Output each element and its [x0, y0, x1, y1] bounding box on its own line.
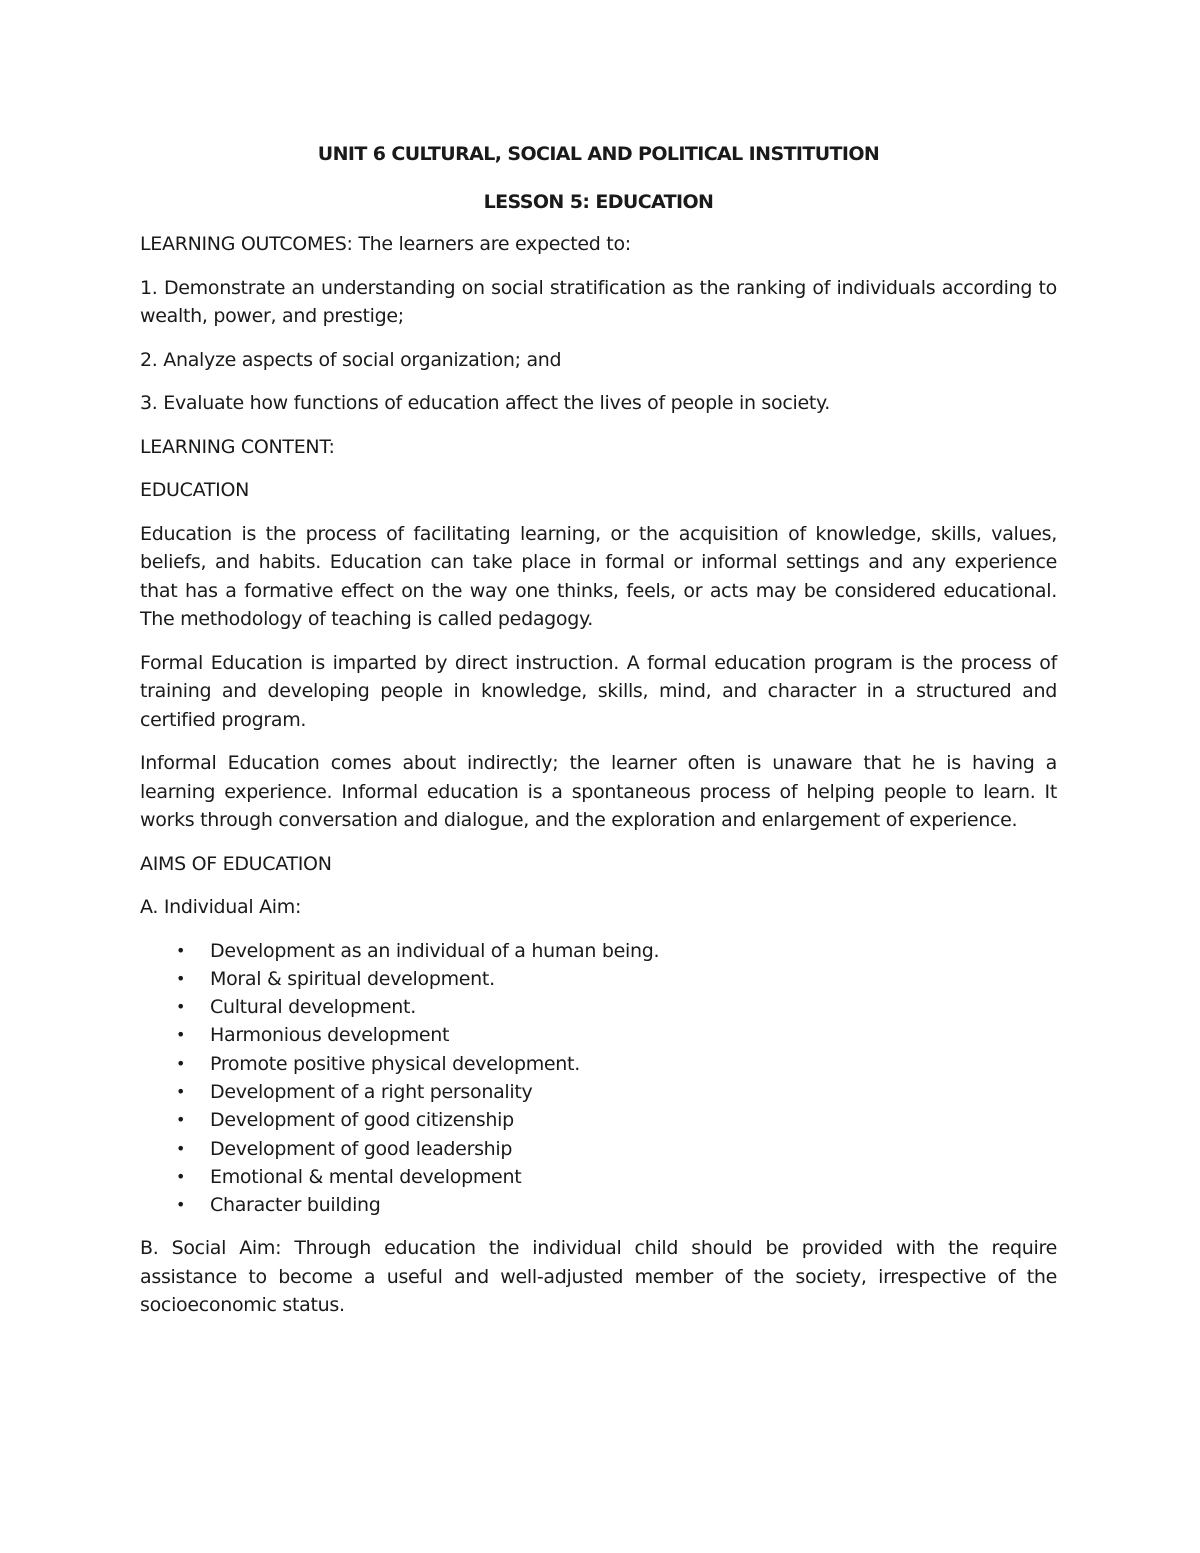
outcome-item: 3. Evaluate how functions of education affect the lives of people in society. [140, 392, 830, 414]
bullet-icon: • [176, 1195, 186, 1215]
list-item-text: Development of good leadership [210, 1137, 513, 1160]
list-item [140, 965, 1057, 993]
list-item [140, 1050, 1057, 1078]
document-page [140, 140, 1057, 1335]
bullet-icon: • [176, 1110, 186, 1130]
informal-education-paragraph: Informal Education comes about indirectly; the learner often is unaware that he is having a learning experience. Informal education is a spontaneous process of helping people to learn. It works through conversation and dialogue, and the exploration and enlargement of experience. [140, 752, 1057, 831]
bullet-icon: • [176, 1166, 186, 1186]
list-item [140, 1135, 1057, 1163]
individual-aims-list [140, 937, 1057, 1220]
bullet-icon: • [176, 1053, 186, 1073]
education-heading: EDUCATION [140, 479, 250, 501]
bullet-icon: • [176, 968, 186, 988]
list-item [140, 1163, 1057, 1191]
formal-education-paragraph: Formal Education is imparted by direct instruction. A formal education program is the process of training and developing people in knowledge, skills, mind, and character in a structured and certified program. [140, 651, 1057, 731]
list-item [140, 1191, 1057, 1219]
list-item [140, 937, 1057, 965]
bullet-icon: • [176, 1025, 186, 1045]
list-item-text: Moral & spiritual development. [210, 967, 495, 990]
aims-heading: AIMS OF EDUCATION [140, 852, 332, 875]
social-aim-paragraph: B. Social Aim: Through education the individual child should be provided with the require assistance to become a useful and well-adjusted member of the society, irrespective of the socioeconomic status. [140, 1237, 1057, 1317]
unit-title: UNIT 6 CULTURAL, SOCIAL AND POLITICAL INSTITUTION [317, 143, 880, 165]
list-item [140, 993, 1057, 1021]
list-item-text: Promote positive physical development. [210, 1052, 580, 1075]
outcome-item: 1. Demonstrate an understanding on social stratification as the ranking of individuals according to wealth, power, and prestige; [140, 276, 1057, 327]
outcomes-heading: LEARNING OUTCOMES: The learners are expected to: [140, 233, 631, 255]
outcome-item: 2. Analyze aspects of social organization; and [140, 348, 562, 371]
bullet-icon: • [176, 940, 186, 960]
list-item [140, 1078, 1057, 1106]
bullet-icon: • [176, 1138, 186, 1158]
bullet-icon: • [176, 1081, 186, 1101]
list-item-text: Development as an individual of a human being. [210, 939, 660, 962]
list-item-text: Development of a right personality [210, 1080, 533, 1103]
list-item-text: Cultural development. [210, 996, 416, 1019]
list-item-text: Harmonious development [210, 1024, 450, 1047]
list-item-text: Emotional & mental development [210, 1165, 522, 1188]
bullet-icon: • [176, 997, 186, 1017]
list-item-text: Character building [210, 1194, 381, 1217]
list-item [140, 1106, 1057, 1134]
lesson-title: LESSON 5: EDUCATION [483, 191, 714, 213]
list-item [140, 1021, 1057, 1049]
list-item-text: Development of good citizenship [210, 1109, 514, 1132]
education-paragraph: Education is the process of facilitating learning, or the acquisition of knowledge, skills, values, beliefs, and habits. Education can take place in formal or informal settings and any experience that has a formative effect on the way one thinks, feels, or acts may be considered educational. The methodology of teaching is called pedagogy. [140, 522, 1057, 630]
content-heading: LEARNING CONTENT: [140, 435, 335, 458]
individual-aim-heading: A. Individual Aim: [140, 896, 302, 918]
